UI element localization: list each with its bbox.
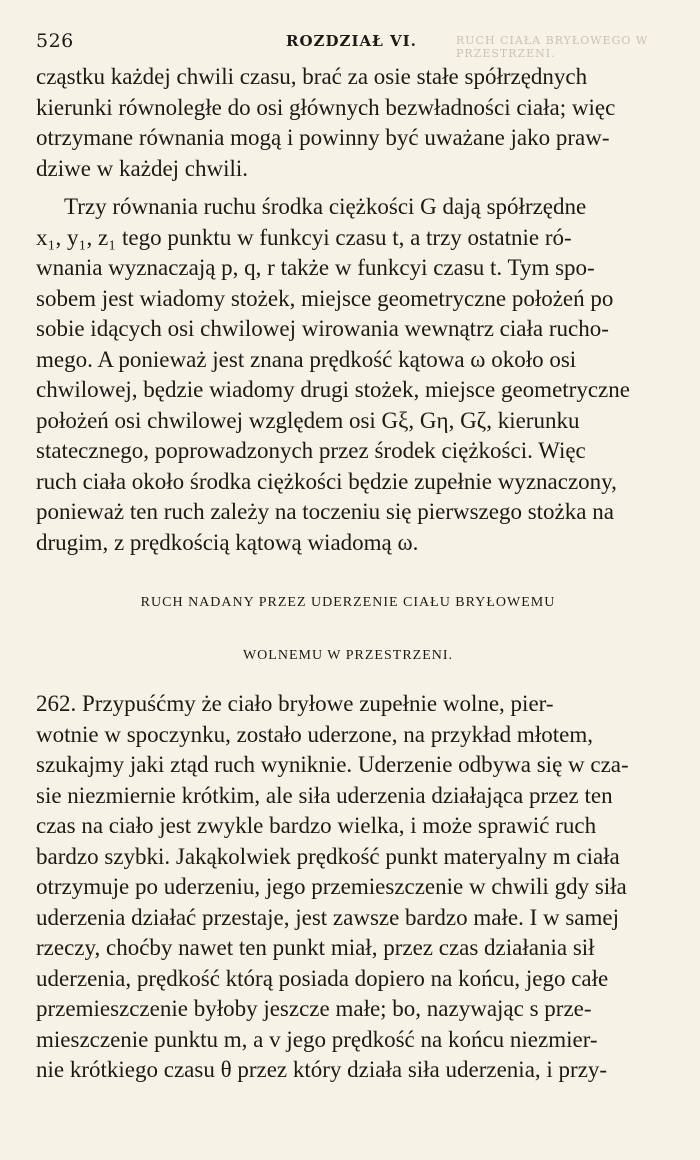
- text-line: ruch ciała około środka ciężkości będzie zupełnie wyznaczony,: [36, 468, 617, 494]
- text-line: statecznego, poprowadzonych przez środek ciężkości. Więc: [36, 438, 586, 463]
- text-line: drugim, z prędkością kątową wiadomą ω.: [36, 529, 419, 555]
- text-line: otrzymuje po uderzeniu, jego przemieszczenie w chwili gdy siła: [36, 874, 627, 899]
- text-line: chwilowej, będzie wiadomy drugi stożek, miejsce geometryczne: [36, 377, 630, 402]
- text-line: 262. Przypuśćmy że ciało bryłowe zupełnie wolne, pier-: [36, 691, 554, 716]
- body-text: [36, 62, 660, 1086]
- running-head: ROZDZIAŁ VI.: [286, 32, 417, 50]
- text-line: ponieważ ten ruch zależy na toczeniu się pierwszego stożka na: [36, 499, 614, 524]
- paragraph-3: [36, 689, 660, 1086]
- text-line: Trzy równania ruchu środka ciężkości G dają spółrzędne: [64, 194, 587, 219]
- section-title-continued: WOLNEMU W PRZESTRZENI.: [242, 647, 454, 663]
- text-line: uderzenia, prędkość którą posiada dopiero na końcu, jego całe: [36, 965, 609, 991]
- text-line: otrzymane równania mogą i powinny być uważane jako praw-: [36, 125, 610, 150]
- text-line: bardzo szybki. Jakąkolwiek prędkość punkt materyalny m ciała: [36, 843, 620, 869]
- text-line: nie krótkiego czasu θ przez który działa siła uderzenia, i przy-: [36, 1057, 608, 1082]
- text-line: wotnie w spoczynku, zostało uderzone, na przykład młotem,: [36, 721, 593, 747]
- text-line: mego. A ponieważ jest znana prędkość kątowa ω około osi: [36, 346, 577, 372]
- text-line: sie niezmiernie krótkim, ale siła uderzenia działająca przez ten: [36, 782, 613, 808]
- text-line: czas na ciało jest zwykle bardzo wielka, i może sprawić ruch: [36, 813, 597, 838]
- text-line: kierunki równoległe do osi głównych bezwładności ciała; więc: [36, 94, 616, 120]
- bleed-through-text: RUCH CIAŁA BRYŁOWEGO W PRZESTRZENI.: [456, 34, 649, 60]
- text-line: x₁, y₁, z₁ tego punktu w funkcyi czasu t, a trzy ostatnie ró-: [36, 224, 572, 250]
- paragraph-1: [36, 62, 660, 184]
- text-line: szukajmy jaki ztąd ruch wyniknie. Uderzenie odbywa się w cza-: [36, 752, 629, 777]
- text-line: rzeczy, choćby nawet ten punkt miał, przez czas działania sił: [36, 935, 595, 960]
- text-line: mieszczenie punktu m, a v jego prędkość na końcu niezmier-: [36, 1026, 598, 1052]
- text-line: przemieszczenie byłoby jeszcze małe; bo, nazywając s prze-: [36, 996, 592, 1021]
- text-line: sobie idących osi chwilowej wirowania wewnątrz ciała rucho-: [36, 316, 609, 341]
- text-line: sobem jest wiadomy stożek, miejsce geometryczne położeń po: [36, 285, 614, 311]
- text-line: uderzenia działać przestaje, jest zawsze bardzo małe. I w samej: [36, 904, 619, 930]
- text-line: położeń osi chwilowej względem osi Gξ, Gη, Gζ, kierunku: [36, 407, 580, 433]
- text-line: wnania wyznaczają p, q, r także w funkcyi czasu t. Tym spo-: [36, 255, 595, 280]
- page-number: 526: [36, 30, 74, 52]
- text-line: cząstku każdej chwili czasu, brać za osie stałe spółrzędnych: [36, 64, 588, 89]
- text-line: dziwe w każdej chwili.: [36, 155, 249, 181]
- paragraph-2: [36, 192, 660, 558]
- page-header: [36, 22, 660, 62]
- section-title: RUCH NADANY PRZEZ UDERZENIE CIAŁU BRYŁOWEMU: [140, 595, 556, 610]
